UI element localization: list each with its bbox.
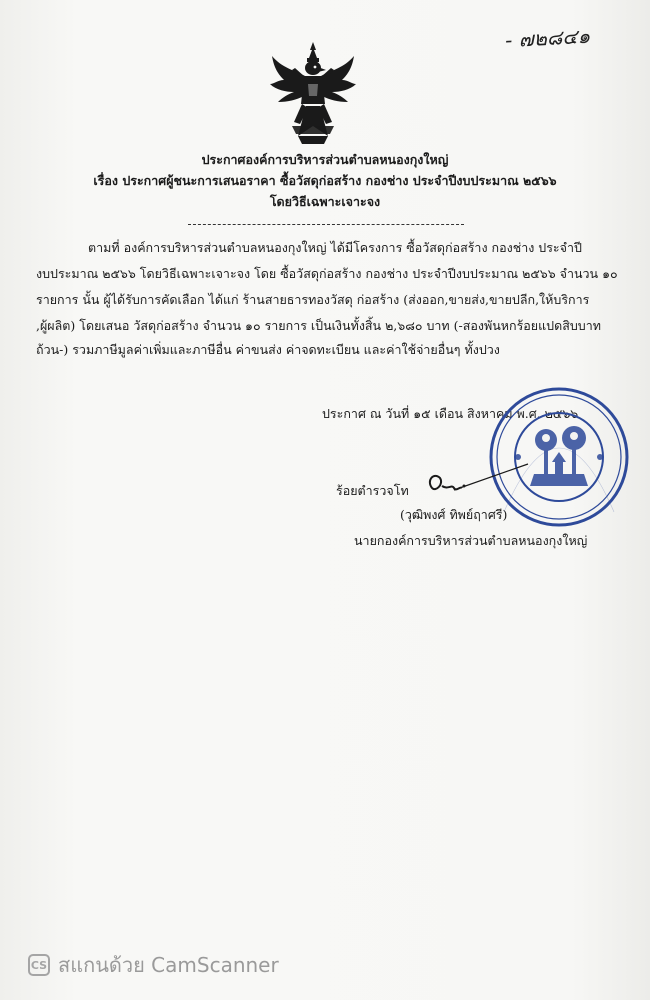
signature-mark <box>424 462 534 506</box>
body-line: งบประมาณ ๒๕๖๖ โดยวิธีเฉพาะเจาะจง โดย ซื้อวัสดุก่อสร้าง กองช่าง ประจำปีงบประมาณ ๒๕๖๖ จำนวน ๑๐ <box>36 266 618 281</box>
announcement-method: โดยวิธีเฉพาะเจาะจง <box>269 194 381 209</box>
handwritten-reference-number: - ๗๒๘๔๑ <box>504 23 591 53</box>
announcement-title: ประกาศองค์การบริหารส่วนตำบลหนองกุงใหญ่ <box>201 152 449 167</box>
camscanner-watermark <box>28 953 279 977</box>
dashed-divider <box>188 224 464 225</box>
signatory-position: นายกองค์การบริหารส่วนตำบลหนองกุงใหญ่ <box>354 533 588 548</box>
body-line: ตามที่ องค์การบริหารส่วนตำบลหนองกุงใหญ่ ได้มีโครงการ ซื้อวัสดุก่อสร้าง กองช่าง ประจำปี <box>88 240 582 255</box>
camscanner-text: สแกนด้วย CamScanner <box>58 953 279 977</box>
signatory-rank: ร้อยตำรวจโท <box>336 483 409 498</box>
announcement-date: ประกาศ ณ วันที่ ๑๕ เดือน สิงหาคม พ.ศ. ๒๕๖๖ <box>322 406 579 421</box>
body-line: ถ้วน-) รวมภาษีมูลค่าเพิ่มและภาษีอื่น ค่าขนส่ง ค่าจดทะเบียน และค่าใช้จ่ายอื่นๆ ทั้งปวง <box>36 342 500 357</box>
garuda-emblem-icon <box>268 40 358 152</box>
signatory-name: (วุฒิพงศ์ ทิพย์ฤาศรี) <box>400 507 508 522</box>
announcement-subject: เรื่อง ประกาศผู้ชนะการเสนอราคา ซื้อวัสดุก่อสร้าง กองช่าง ประจำปีงบประมาณ ๒๕๖๖ <box>93 173 557 188</box>
body-line: ,ผู้ผลิต) โดยเสนอ วัสดุก่อสร้าง จำนวน ๑๐ รายการ เป็นเงินทั้งสิ้น ๒,๖๘๐ บาท (-สองพันหกร้อยแปดสิบบาท <box>36 318 601 333</box>
camscanner-logo-icon: CS <box>28 954 50 976</box>
body-line: รายการ นั้น ผู้ได้รับการคัดเลือก ได้แก่ ร้านสายธารทองวัสดุ ก่อสร้าง (ส่งออก,ขายส่ง,ขายปลีก,ให้บริการ <box>36 292 590 307</box>
